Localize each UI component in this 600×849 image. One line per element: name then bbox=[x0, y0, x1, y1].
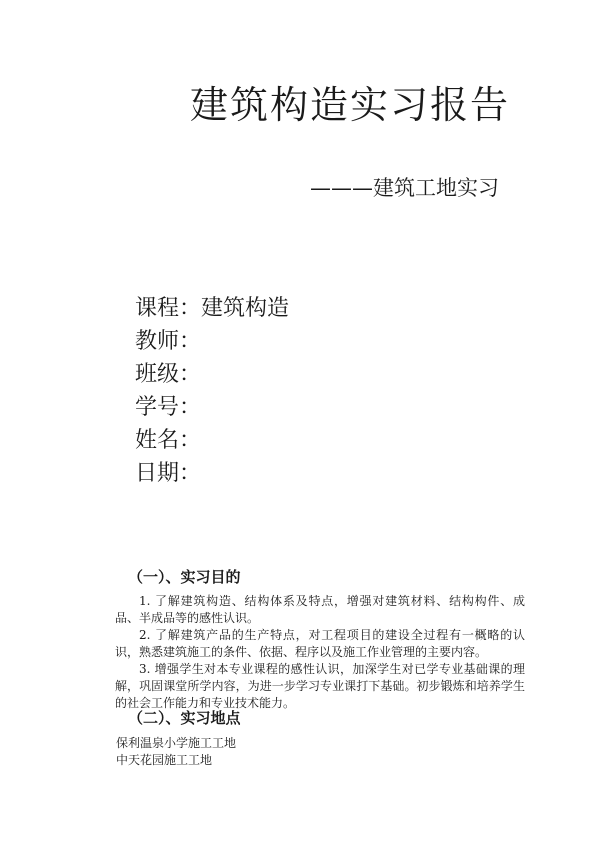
report-subtitle: ———建筑工地实习 bbox=[310, 176, 499, 200]
paragraph: 2. 了解建筑产品的生产特点，对工程项目的建设全过程有一概略的认识，熟悉建筑施工的条件、依据、程序以及施工作业管理的主要内容。 bbox=[115, 628, 525, 659]
info-field-date: 日期： bbox=[135, 461, 202, 486]
report-title: 建筑构造实习报告 bbox=[190, 83, 511, 127]
info-field-student-id: 学号： bbox=[135, 395, 202, 420]
info-field-course: 课程：建筑构造 bbox=[135, 296, 290, 321]
purpose-paragraphs bbox=[115, 593, 525, 712]
info-field-class: 班级： bbox=[135, 362, 202, 387]
info-field-name: 姓名： bbox=[135, 428, 202, 453]
section-heading-purpose: （一）、实习目的 bbox=[128, 568, 241, 586]
location-item: 中天花园施工工地 bbox=[116, 753, 213, 767]
location-item: 保利温泉小学施工工地 bbox=[116, 736, 237, 750]
section-heading-location: （二）、实习地点 bbox=[128, 709, 241, 727]
paragraph: 3. 增强学生对本专业课程的感性认识，加深学生对已学专业基础课的理解，巩固课堂所学内容，为进一步学习专业课打下基础。初步锻炼和培养学生的社会工作能力和专业技术能力。 bbox=[115, 662, 525, 710]
info-field-teacher: 教师： bbox=[135, 329, 202, 354]
paragraph: 1. 了解建筑构造、结构体系及特点，增强对建筑材料、结构构件、成品、半成品等的感性认识。 bbox=[115, 594, 525, 625]
location-list bbox=[116, 735, 236, 769]
info-fields bbox=[135, 292, 289, 490]
